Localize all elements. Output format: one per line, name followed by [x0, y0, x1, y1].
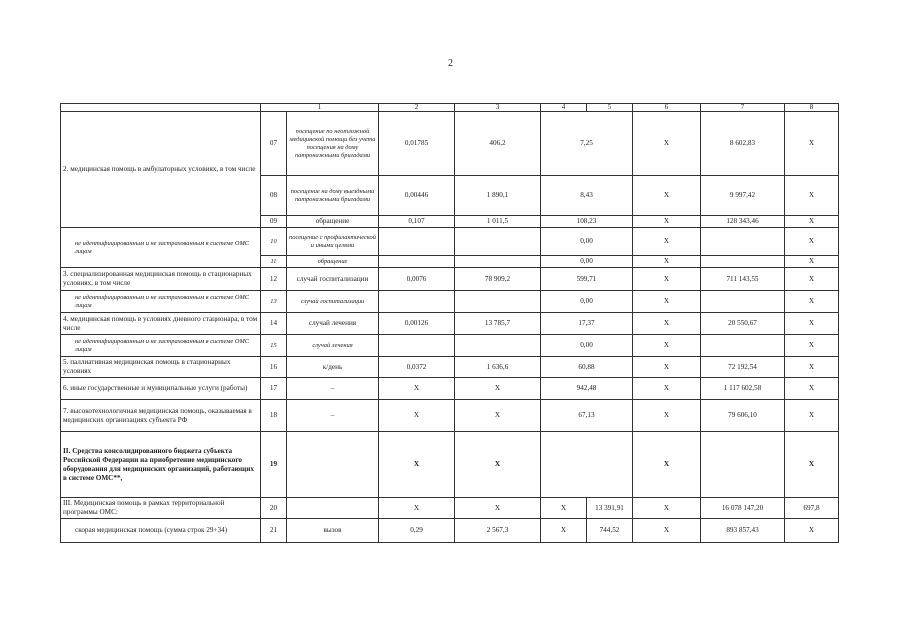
cell: X	[785, 176, 839, 216]
cell: X	[633, 519, 701, 543]
cell: 60,88	[541, 357, 633, 378]
cell: X	[633, 112, 701, 176]
cell: 744,52	[587, 519, 633, 543]
header-cell: 4	[541, 104, 587, 112]
cell: 0,00	[541, 335, 633, 357]
header-cell: 7	[701, 104, 785, 112]
cell: 7,25	[541, 112, 633, 176]
cell: X	[785, 400, 839, 432]
cell: X	[455, 498, 541, 519]
cell: X	[785, 291, 839, 313]
table-row	[61, 335, 839, 357]
cell: X	[633, 498, 701, 519]
cell: X	[633, 228, 701, 256]
row-name: 3. специализированная медицинская помощь в стационарных условиях, в том числе	[61, 268, 261, 291]
header-cell: 8	[785, 104, 839, 112]
table-row	[61, 228, 839, 256]
cell	[379, 228, 455, 256]
table-row	[61, 268, 839, 291]
cell: X	[455, 400, 541, 432]
cell: X	[379, 498, 455, 519]
header-cell: 5	[587, 104, 633, 112]
row-name: 6. иные государственные и муниципальные услуги (работы)	[61, 378, 261, 400]
cell	[701, 291, 785, 313]
row-unit	[287, 498, 379, 519]
row-name: 5. паллиативная медицинская помощь в стационарных условиях	[61, 357, 261, 378]
cell: 72 192,54	[701, 357, 785, 378]
cell: X	[455, 432, 541, 498]
table-row	[61, 291, 839, 313]
row-code: 09	[261, 216, 287, 228]
header-cell: 3	[455, 104, 541, 112]
cell: 0,01785	[379, 112, 455, 176]
row-name: не идентифицированным и не застрахованным в системе ОМС лицам	[61, 228, 261, 268]
cell	[455, 335, 541, 357]
cell: X	[785, 268, 839, 291]
row-unit: посещение с профилактической и иными целями	[287, 228, 379, 256]
cell: X	[785, 313, 839, 335]
cell: X	[785, 432, 839, 498]
row-code: 12	[261, 268, 287, 291]
cell: X	[633, 357, 701, 378]
table-row	[61, 432, 839, 498]
cell: 0,0076	[379, 268, 455, 291]
row-name: II. Средства консолидированного бюджета субъекта Российской Федерации на приобретение медицинского оборудования для медицинских организаций, работающих в системе ОМС**,	[61, 432, 261, 498]
cell: X	[633, 256, 701, 268]
cell: X	[633, 291, 701, 313]
cell: 1 890,1	[455, 176, 541, 216]
table-row	[61, 378, 839, 400]
cell: X	[379, 432, 455, 498]
cell: 20 550,67	[701, 313, 785, 335]
cell: X	[633, 176, 701, 216]
cell: 128 343,46	[701, 216, 785, 228]
cell: X	[633, 432, 701, 498]
cell: X	[455, 378, 541, 400]
cell	[455, 291, 541, 313]
cell: X	[785, 519, 839, 543]
cell: X	[785, 112, 839, 176]
row-name: III. Медицинская помощь в рамках территориальной программы ОМС:	[61, 498, 261, 519]
page-number: 2	[448, 58, 453, 69]
row-unit: к/день	[287, 357, 379, 378]
cell: 108,23	[541, 216, 633, 228]
cell: X	[633, 335, 701, 357]
row-name: скорая медицинская помощь (сумма строк 29+34)	[61, 519, 261, 543]
cell: 0,29	[379, 519, 455, 543]
cell: X	[785, 335, 839, 357]
row-code: 15	[261, 335, 287, 357]
cell: X	[785, 357, 839, 378]
row-code: 13	[261, 291, 287, 313]
row-name: 2. медицинская помощь в амбулаторных условиях, в том числе	[61, 112, 261, 228]
cell	[701, 228, 785, 256]
cell	[455, 256, 541, 268]
row-code: 14	[261, 313, 287, 335]
row-code: 17	[261, 378, 287, 400]
row-unit: случай лечения	[287, 313, 379, 335]
row-code: 18	[261, 400, 287, 432]
cell: 9 997,42	[701, 176, 785, 216]
row-unit: –	[287, 378, 379, 400]
cell: X	[633, 216, 701, 228]
row-code: 21	[261, 519, 287, 543]
cell: 13 391,91	[587, 498, 633, 519]
cell	[701, 432, 785, 498]
cell: X	[633, 313, 701, 335]
cell: X	[785, 216, 839, 228]
cell: 893 857,43	[701, 519, 785, 543]
cell: X	[541, 519, 587, 543]
header-cell: 2	[379, 104, 455, 112]
cell: 0,00446	[379, 176, 455, 216]
table-row	[61, 313, 839, 335]
row-unit: случай госпитализации	[287, 268, 379, 291]
cell	[701, 335, 785, 357]
cell: 0,00	[541, 228, 633, 256]
cell: 13 785,7	[455, 313, 541, 335]
cell	[379, 291, 455, 313]
cell: X	[379, 378, 455, 400]
header-blank	[61, 104, 261, 112]
row-unit: случай лечения	[287, 335, 379, 357]
cell: 1 117 602,58	[701, 378, 785, 400]
cell: 79 606,10	[701, 400, 785, 432]
cell: X	[785, 228, 839, 256]
row-name: не идентифицированным и не застрахованным в системе ОМС лицам	[61, 335, 261, 357]
cell: 599,71	[541, 268, 633, 291]
row-unit: посещение по неотложной медицинской помощи без учета посещения на дому патронажными бригадами	[287, 112, 379, 176]
cell: 942,48	[541, 378, 633, 400]
row-unit: –	[287, 400, 379, 432]
cell	[379, 335, 455, 357]
cell: 8,43	[541, 176, 633, 216]
cell: 2 567,3	[455, 519, 541, 543]
row-code: 11	[261, 256, 287, 268]
row-code: 10	[261, 228, 287, 256]
cell: X	[785, 256, 839, 268]
cell: 16 078 147,20	[701, 498, 785, 519]
data-table	[60, 103, 839, 543]
row-unit: обращение	[287, 216, 379, 228]
cell: 0,00	[541, 291, 633, 313]
cell: 0,0372	[379, 357, 455, 378]
cell: X	[541, 498, 587, 519]
row-code: 19	[261, 432, 287, 498]
row-code: 07	[261, 112, 287, 176]
cell: X	[785, 378, 839, 400]
cell: 8 602,83	[701, 112, 785, 176]
cell: 0,00126	[379, 313, 455, 335]
row-unit: вызов	[287, 519, 379, 543]
cell	[379, 256, 455, 268]
cell: 0,00	[541, 256, 633, 268]
row-unit	[287, 432, 379, 498]
row-code: 08	[261, 176, 287, 216]
cell	[701, 256, 785, 268]
cell: X	[633, 400, 701, 432]
row-unit: случай госпитализации	[287, 291, 379, 313]
header-row	[61, 104, 839, 112]
table-row	[61, 357, 839, 378]
row-code: 16	[261, 357, 287, 378]
table-row	[61, 400, 839, 432]
header-cell: 6	[633, 104, 701, 112]
row-unit: посещение на дому выездными патронажными бригадами	[287, 176, 379, 216]
cell: X	[633, 268, 701, 291]
cell: 0,107	[379, 216, 455, 228]
cell: 1 011,5	[455, 216, 541, 228]
row-name: не идентифицированным и не застрахованным в системе ОМС лицам	[61, 291, 261, 313]
cell: X	[379, 400, 455, 432]
cell	[541, 432, 633, 498]
cell: 1 636,6	[455, 357, 541, 378]
cell: 78 909,2	[455, 268, 541, 291]
row-name: 7. высокотехнологичная медицинская помощь, оказываемая в медицинских организациях субъекта РФ	[61, 400, 261, 432]
row-code: 20	[261, 498, 287, 519]
row-name: 4. медицинская помощь в условиях дневного стационара, в том числе	[61, 313, 261, 335]
cell: X	[633, 378, 701, 400]
row-unit: обращение	[287, 256, 379, 268]
cell: 697,8	[785, 498, 839, 519]
cell: 17,37	[541, 313, 633, 335]
cell	[455, 228, 541, 256]
table-row	[61, 498, 839, 519]
cell: 711 143,55	[701, 268, 785, 291]
table-row	[61, 112, 839, 176]
table-row	[61, 519, 839, 543]
header-cell: 1	[261, 104, 379, 112]
cell: 67,13	[541, 400, 633, 432]
cell: 406,2	[455, 112, 541, 176]
